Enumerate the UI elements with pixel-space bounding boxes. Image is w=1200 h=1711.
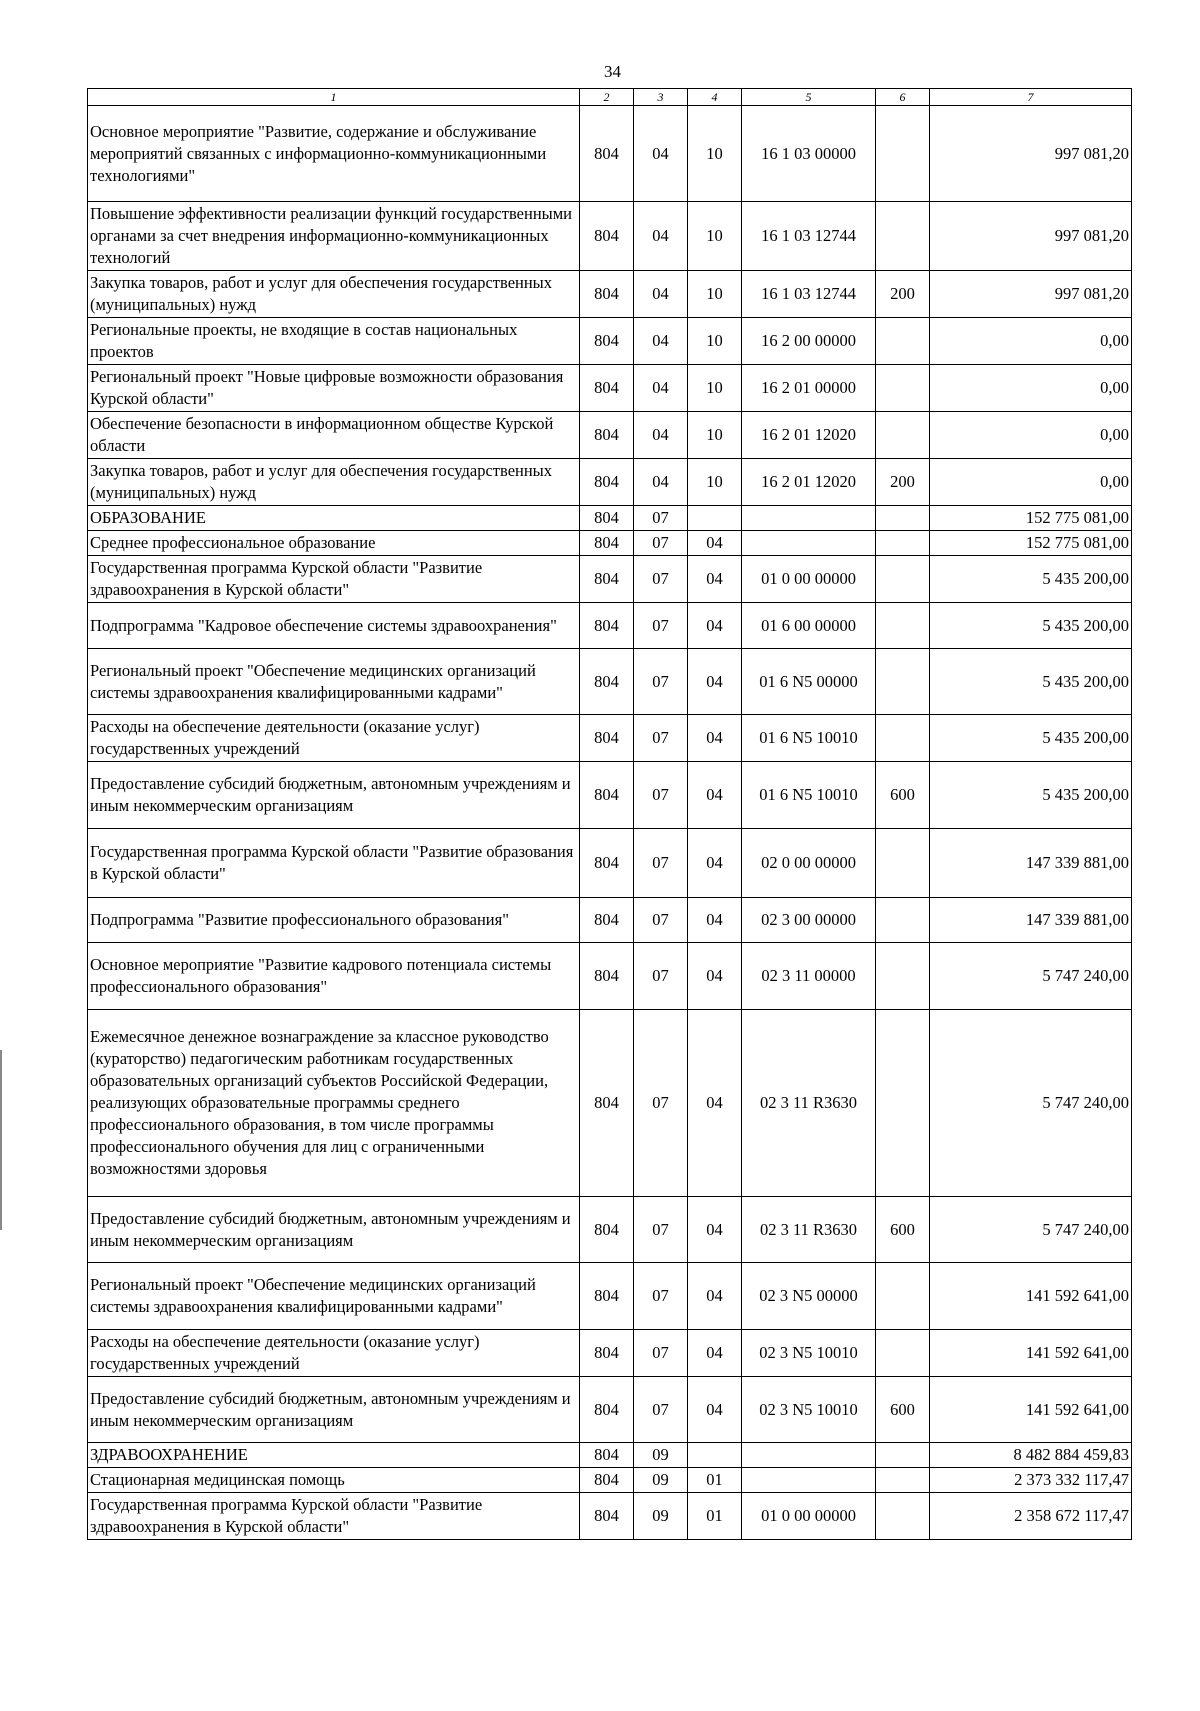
row-name-cell: ЗДРАВООХРАНЕНИЕ (88, 1443, 580, 1468)
row-name-cell: Подпрограмма "Развитие профессионального образования" (88, 898, 580, 943)
grbs-code-cell: 804 (580, 506, 634, 531)
section-code-cell: 07 (634, 829, 688, 898)
table-row (88, 412, 1132, 459)
section-code-cell: 04 (634, 365, 688, 412)
amount-cell: 5 435 200,00 (930, 649, 1132, 715)
table-row (88, 1493, 1132, 1540)
row-name-cell: Среднее профессиональное образование (88, 531, 580, 556)
section-code-cell: 07 (634, 1197, 688, 1263)
amount-cell: 2 358 672 117,47 (930, 1493, 1132, 1540)
subsection-code-cell (688, 506, 742, 531)
section-code-cell: 07 (634, 943, 688, 1010)
target-article-cell: 02 0 00 00000 (742, 829, 876, 898)
section-code-cell: 07 (634, 898, 688, 943)
grbs-code-cell: 804 (580, 1443, 634, 1468)
expense-type-cell (876, 1468, 930, 1493)
table-row (88, 603, 1132, 649)
table-row (88, 106, 1132, 202)
amount-cell: 0,00 (930, 412, 1132, 459)
grbs-code-cell: 804 (580, 1468, 634, 1493)
subsection-code-cell: 01 (688, 1468, 742, 1493)
expense-type-cell (876, 649, 930, 715)
table-row (88, 318, 1132, 365)
amount-cell: 997 081,20 (930, 202, 1132, 271)
table-row (88, 271, 1132, 318)
expense-type-cell: 600 (876, 1197, 930, 1263)
expense-type-cell: 200 (876, 271, 930, 318)
amount-cell: 997 081,20 (930, 271, 1132, 318)
expense-type-cell (876, 943, 930, 1010)
expense-type-cell: 600 (876, 762, 930, 829)
expense-type-cell (876, 1493, 930, 1540)
amount-cell: 147 339 881,00 (930, 898, 1132, 943)
grbs-code-cell: 804 (580, 898, 634, 943)
amount-cell: 2 373 332 117,47 (930, 1468, 1132, 1493)
table-row (88, 1010, 1132, 1197)
amount-cell: 8 482 884 459,83 (930, 1443, 1132, 1468)
subsection-code-cell: 04 (688, 898, 742, 943)
grbs-code-cell: 804 (580, 271, 634, 318)
subsection-code-cell: 04 (688, 829, 742, 898)
section-code-cell: 04 (634, 271, 688, 318)
section-code-cell: 07 (634, 531, 688, 556)
amount-cell: 0,00 (930, 365, 1132, 412)
subsection-code-cell: 10 (688, 106, 742, 202)
grbs-code-cell: 804 (580, 412, 634, 459)
section-code-cell: 09 (634, 1443, 688, 1468)
row-name-cell: Основное мероприятие "Развитие кадрового потенциала системы профессионального образования" (88, 943, 580, 1010)
table-row (88, 1263, 1132, 1330)
target-article-cell: 16 2 01 12020 (742, 412, 876, 459)
target-article-cell (742, 1443, 876, 1468)
target-article-cell: 01 6 N5 10010 (742, 762, 876, 829)
grbs-code-cell: 804 (580, 1493, 634, 1540)
row-name-cell: Расходы на обеспечение деятельности (оказание услуг) государственных учреждений (88, 715, 580, 762)
grbs-code-cell: 804 (580, 715, 634, 762)
table-row (88, 556, 1132, 603)
section-code-cell: 07 (634, 1377, 688, 1443)
expense-type-cell (876, 412, 930, 459)
table-row (88, 531, 1132, 556)
target-article-cell: 01 0 00 00000 (742, 556, 876, 603)
budget-table (87, 88, 1132, 1540)
section-code-cell: 04 (634, 106, 688, 202)
column-number: 6 (876, 89, 930, 106)
grbs-code-cell: 804 (580, 603, 634, 649)
amount-cell: 5 435 200,00 (930, 556, 1132, 603)
target-article-cell: 01 6 N5 00000 (742, 649, 876, 715)
grbs-code-cell: 804 (580, 365, 634, 412)
subsection-code-cell (688, 1443, 742, 1468)
section-code-cell: 07 (634, 603, 688, 649)
table-row (88, 506, 1132, 531)
section-code-cell: 04 (634, 459, 688, 506)
table-row (88, 943, 1132, 1010)
row-name-cell: Стационарная медицинская помощь (88, 1468, 580, 1493)
row-name-cell: Региональный проект "Новые цифровые возможности образования Курской области" (88, 365, 580, 412)
grbs-code-cell: 804 (580, 1330, 634, 1377)
row-name-cell: Подпрограмма "Кадровое обеспечение системы здравоохранения" (88, 603, 580, 649)
table-row (88, 1468, 1132, 1493)
subsection-code-cell: 10 (688, 365, 742, 412)
expense-type-cell: 600 (876, 1377, 930, 1443)
table-row (88, 715, 1132, 762)
page-number: 34 (604, 62, 621, 81)
subsection-code-cell: 04 (688, 1263, 742, 1330)
subsection-code-cell: 04 (688, 603, 742, 649)
row-name-cell: Государственная программа Курской области "Развитие здравоохранения в Курской области" (88, 556, 580, 603)
section-code-cell: 07 (634, 762, 688, 829)
target-article-cell: 02 3 11 00000 (742, 943, 876, 1010)
row-name-cell: Предоставление субсидий бюджетным, автономным учреждениям и иным некоммерческим организациям (88, 762, 580, 829)
amount-cell: 141 592 641,00 (930, 1377, 1132, 1443)
table-row (88, 459, 1132, 506)
row-name-cell: ОБРАЗОВАНИЕ (88, 506, 580, 531)
column-number-row (88, 89, 1132, 106)
row-name-cell: Расходы на обеспечение деятельности (оказание услуг) государственных учреждений (88, 1330, 580, 1377)
target-article-cell (742, 1468, 876, 1493)
scan-edge-mark (0, 1050, 2, 1230)
section-code-cell: 07 (634, 556, 688, 603)
target-article-cell: 02 3 11 R3630 (742, 1197, 876, 1263)
expense-type-cell (876, 1330, 930, 1377)
row-name-cell: Закупка товаров, работ и услуг для обеспечения государственных (муниципальных) нужд (88, 271, 580, 318)
amount-cell: 141 592 641,00 (930, 1263, 1132, 1330)
expense-type-cell (876, 365, 930, 412)
amount-cell: 5 435 200,00 (930, 715, 1132, 762)
section-code-cell: 04 (634, 412, 688, 459)
target-article-cell: 02 3 N5 00000 (742, 1263, 876, 1330)
table-row (88, 649, 1132, 715)
row-name-cell: Региональные проекты, не входящие в состав национальных проектов (88, 318, 580, 365)
column-number: 4 (688, 89, 742, 106)
expense-type-cell (876, 531, 930, 556)
section-code-cell: 07 (634, 506, 688, 531)
section-code-cell: 09 (634, 1493, 688, 1540)
column-number: 2 (580, 89, 634, 106)
expense-type-cell (876, 556, 930, 603)
amount-cell: 5 747 240,00 (930, 1010, 1132, 1197)
target-article-cell: 16 2 00 00000 (742, 318, 876, 365)
column-number: 5 (742, 89, 876, 106)
row-name-cell: Государственная программа Курской области "Развитие здравоохранения в Курской области" (88, 1493, 580, 1540)
section-code-cell: 04 (634, 318, 688, 365)
expense-type-cell (876, 1263, 930, 1330)
grbs-code-cell: 804 (580, 1010, 634, 1197)
amount-cell: 152 775 081,00 (930, 506, 1132, 531)
target-article-cell: 16 1 03 00000 (742, 106, 876, 202)
subsection-code-cell: 04 (688, 943, 742, 1010)
grbs-code-cell: 804 (580, 829, 634, 898)
grbs-code-cell: 804 (580, 943, 634, 1010)
amount-cell: 997 081,20 (930, 106, 1132, 202)
column-number: 3 (634, 89, 688, 106)
section-code-cell: 07 (634, 1330, 688, 1377)
subsection-code-cell: 04 (688, 1330, 742, 1377)
section-code-cell: 07 (634, 1263, 688, 1330)
target-article-cell: 16 2 01 00000 (742, 365, 876, 412)
table-row (88, 898, 1132, 943)
section-code-cell: 09 (634, 1468, 688, 1493)
grbs-code-cell: 804 (580, 106, 634, 202)
amount-cell: 0,00 (930, 318, 1132, 365)
target-article-cell: 02 3 11 R3630 (742, 1010, 876, 1197)
grbs-code-cell: 804 (580, 202, 634, 271)
target-article-cell: 16 1 03 12744 (742, 202, 876, 271)
row-name-cell: Региональный проект "Обеспечение медицинских организаций системы здравоохранения квалифицированными кадрами" (88, 1263, 580, 1330)
expense-type-cell (876, 318, 930, 365)
subsection-code-cell: 04 (688, 715, 742, 762)
table-row (88, 829, 1132, 898)
grbs-code-cell: 804 (580, 762, 634, 829)
target-article-cell (742, 506, 876, 531)
section-code-cell: 07 (634, 649, 688, 715)
expense-type-cell (876, 202, 930, 271)
amount-cell: 5 747 240,00 (930, 943, 1132, 1010)
row-name-cell: Ежемесячное денежное вознаграждение за классное руководство (кураторство) педагогическим работникам государственных образовательных организаций субъектов Российской Федерации, реализующих образовательные программы среднего профессионального образования, в том числе программы профессионального обучения для лиц с ограниченными возможностями здоровья (88, 1010, 580, 1197)
target-article-cell: 01 6 00 00000 (742, 603, 876, 649)
row-name-cell: Закупка товаров, работ и услуг для обеспечения государственных (муниципальных) нужд (88, 459, 580, 506)
row-name-cell: Предоставление субсидий бюджетным, автономным учреждениям и иным некоммерческим организациям (88, 1197, 580, 1263)
grbs-code-cell: 804 (580, 1197, 634, 1263)
section-code-cell: 07 (634, 715, 688, 762)
table-row (88, 1197, 1132, 1263)
grbs-code-cell: 804 (580, 556, 634, 603)
column-number: 1 (88, 89, 580, 106)
grbs-code-cell: 804 (580, 459, 634, 506)
subsection-code-cell: 10 (688, 412, 742, 459)
section-code-cell: 04 (634, 202, 688, 271)
table-row (88, 1377, 1132, 1443)
amount-cell: 152 775 081,00 (930, 531, 1132, 556)
table-row (88, 365, 1132, 412)
subsection-code-cell: 01 (688, 1493, 742, 1540)
amount-cell: 5 747 240,00 (930, 1197, 1132, 1263)
grbs-code-cell: 804 (580, 1263, 634, 1330)
expense-type-cell (876, 898, 930, 943)
expense-type-cell (876, 829, 930, 898)
subsection-code-cell: 04 (688, 762, 742, 829)
row-name-cell: Основное мероприятие "Развитие, содержание и обслуживание мероприятий связанных с информационно-коммуникационными технологиями" (88, 106, 580, 202)
amount-cell: 5 435 200,00 (930, 762, 1132, 829)
target-article-cell: 16 2 01 12020 (742, 459, 876, 506)
table-row (88, 202, 1132, 271)
target-article-cell: 01 0 00 00000 (742, 1493, 876, 1540)
subsection-code-cell: 04 (688, 1010, 742, 1197)
expense-type-cell (876, 603, 930, 649)
target-article-cell: 02 3 00 00000 (742, 898, 876, 943)
row-name-cell: Государственная программа Курской области "Развитие образования в Курской области" (88, 829, 580, 898)
target-article-cell (742, 531, 876, 556)
amount-cell: 147 339 881,00 (930, 829, 1132, 898)
subsection-code-cell: 10 (688, 202, 742, 271)
expense-type-cell (876, 506, 930, 531)
expense-type-cell: 200 (876, 459, 930, 506)
table-row (88, 1330, 1132, 1377)
amount-cell: 141 592 641,00 (930, 1330, 1132, 1377)
subsection-code-cell: 10 (688, 318, 742, 365)
amount-cell: 5 435 200,00 (930, 603, 1132, 649)
expense-type-cell (876, 715, 930, 762)
target-article-cell: 02 3 N5 10010 (742, 1330, 876, 1377)
row-name-cell: Повышение эффективности реализации функций государственными органами за счет внедрения информационно-коммуникационных технологий (88, 202, 580, 271)
row-name-cell: Обеспечение безопасности в информационном обществе Курской области (88, 412, 580, 459)
row-name-cell: Предоставление субсидий бюджетным, автономным учреждениям и иным некоммерческим организациям (88, 1377, 580, 1443)
table-row (88, 1443, 1132, 1468)
target-article-cell: 02 3 N5 10010 (742, 1377, 876, 1443)
subsection-code-cell: 04 (688, 1197, 742, 1263)
subsection-code-cell: 10 (688, 271, 742, 318)
subsection-code-cell: 04 (688, 531, 742, 556)
subsection-code-cell: 04 (688, 1377, 742, 1443)
target-article-cell: 01 6 N5 10010 (742, 715, 876, 762)
subsection-code-cell: 04 (688, 649, 742, 715)
column-number: 7 (930, 89, 1132, 106)
row-name-cell: Региональный проект "Обеспечение медицинских организаций системы здравоохранения квалифицированными кадрами" (88, 649, 580, 715)
target-article-cell: 16 1 03 12744 (742, 271, 876, 318)
grbs-code-cell: 804 (580, 531, 634, 556)
table-row (88, 762, 1132, 829)
expense-type-cell (876, 1010, 930, 1197)
expense-type-cell (876, 1443, 930, 1468)
grbs-code-cell: 804 (580, 318, 634, 365)
subsection-code-cell: 04 (688, 556, 742, 603)
grbs-code-cell: 804 (580, 649, 634, 715)
subsection-code-cell: 10 (688, 459, 742, 506)
grbs-code-cell: 804 (580, 1377, 634, 1443)
expense-type-cell (876, 106, 930, 202)
section-code-cell: 07 (634, 1010, 688, 1197)
amount-cell: 0,00 (930, 459, 1132, 506)
